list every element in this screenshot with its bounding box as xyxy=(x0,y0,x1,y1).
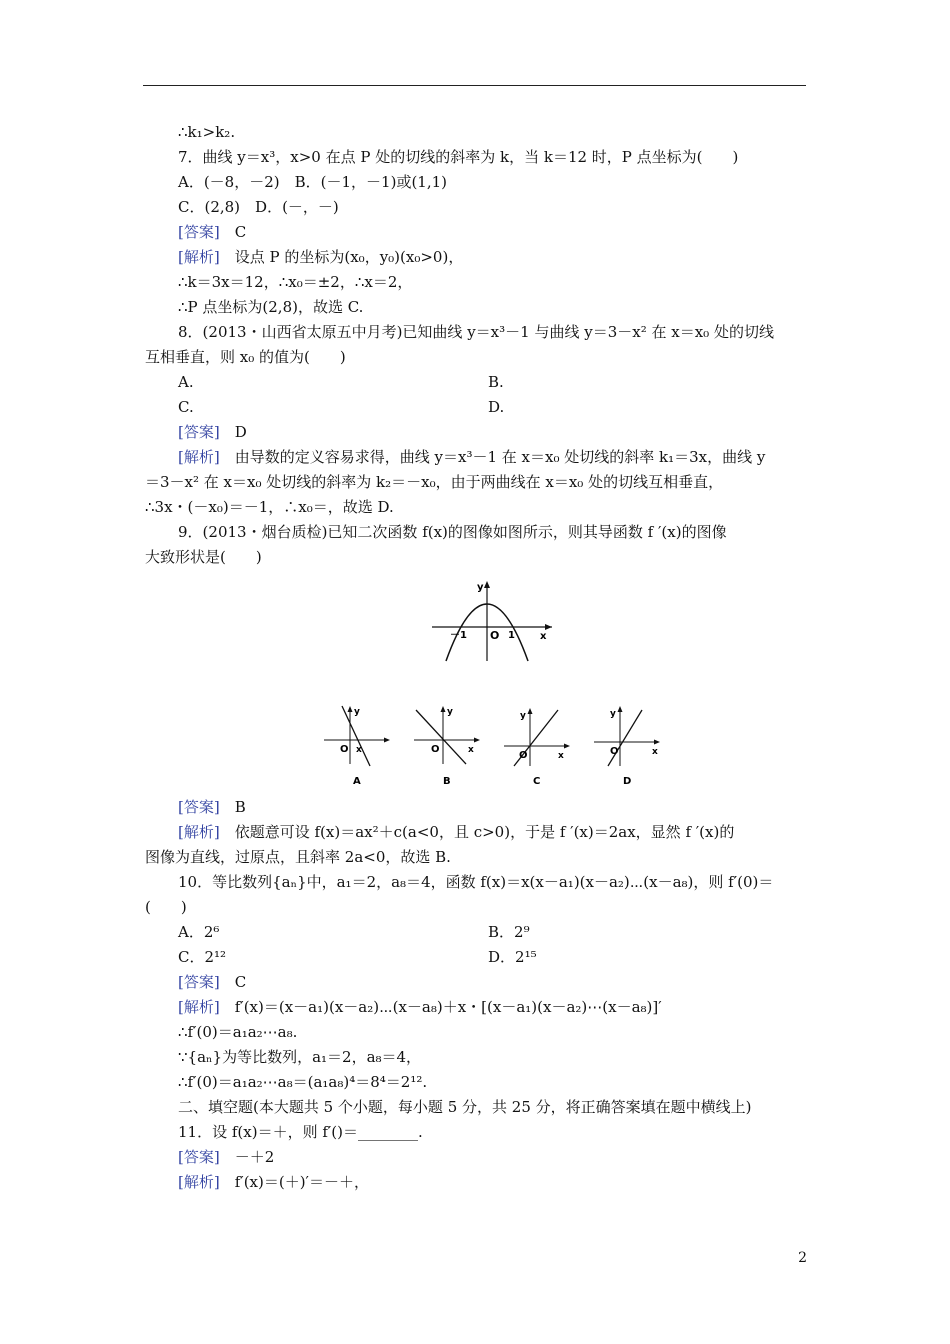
option-graph-c xyxy=(500,700,575,790)
tick-label-neg1: －1 xyxy=(450,630,467,641)
analysis-tag: [解析] xyxy=(178,998,220,1016)
option-graph-b xyxy=(410,700,485,790)
question-10-cont: ( ) xyxy=(145,898,187,916)
text-line: ∴k₁>k₂. xyxy=(178,123,236,141)
option-label-b: B xyxy=(443,776,451,787)
option-label-d: D xyxy=(623,776,632,787)
header-rule xyxy=(143,85,806,86)
q8-option-d: D. xyxy=(488,398,505,416)
q7-analysis: [解析] 设点 P 的坐标为(x₀，y₀)(x₀>0)， xyxy=(178,248,464,266)
q10-option-c: C．2¹² xyxy=(178,948,227,966)
q11-analysis: [解析] f′(x)＝(＋)′＝－＋， xyxy=(178,1173,369,1191)
q10-option-a: A．2⁶ xyxy=(178,923,220,941)
q8-answer: [答案] D xyxy=(178,423,247,441)
q10-analysis: [解析] f′(x)＝(x－a₁)(x－a₂)⋯(x－a₈)＋x・[(x－a₁)(x－a₂)⋯(x－a₈)]′ xyxy=(178,998,662,1016)
text-line: ∴f′(0)＝a₁a₂⋯a₈＝(a₁a₈)⁴＝8⁴＝2¹². xyxy=(178,1073,428,1091)
question-8: 8．(2013・山西省太原五中月考)已知曲线 y＝x³－1 与曲线 y＝3－x² 在 x＝x₀ 处的切线 xyxy=(178,323,774,341)
q10-option-b: B．2⁹ xyxy=(488,923,530,941)
q9-analysis: [解析] 依题意可设 f(x)＝ax²＋c(a<0，且 c>0)，于是 f ′(x)＝2ax，显然 f ′(x)的 xyxy=(178,823,735,841)
origin-label: O xyxy=(431,744,440,755)
text-line: ∴3x・(－x₀)＝－1，∴x₀＝，故选 D. xyxy=(145,498,394,516)
q8-option-b: B. xyxy=(488,373,504,391)
axis-label-x: x xyxy=(558,751,564,761)
page-number: 2 xyxy=(798,1250,807,1266)
text-line: ∴k＝3x＝12，∴x₀＝±2，∴x＝2， xyxy=(178,273,413,291)
analysis-tag: [解析] xyxy=(178,448,220,466)
question-9-cont: 大致形状是( ) xyxy=(145,548,262,566)
axis-label-y: y xyxy=(520,711,526,721)
question-7: 7．曲线 y＝x³，x>0 在点 P 处的切线的斜率为 k，当 k＝12 时，P 点坐标为( ) xyxy=(178,148,739,166)
q9-answer: [答案] B xyxy=(178,798,246,816)
q7-answer: [答案] C xyxy=(178,223,247,241)
axis-label-y: y xyxy=(447,707,453,717)
q10-answer: [答案] C xyxy=(178,973,247,991)
axis-label-x: x xyxy=(652,747,658,757)
axis-label-x: x xyxy=(468,745,474,755)
answer-tag: [答案] xyxy=(178,423,220,441)
origin-label: O xyxy=(490,629,500,642)
axis-label-y: y xyxy=(477,582,484,593)
axis-label-x: x xyxy=(540,631,547,642)
origin-label: O xyxy=(340,744,349,755)
answer-tag: [答案] xyxy=(178,798,220,816)
answer-tag: [答案] xyxy=(178,973,220,991)
answer-tag: [答案] xyxy=(178,223,220,241)
section-heading: 二、填空题(本大题共 5 个小题，每小题 5 分，共 25 分，将正确答案填在题中横线上) xyxy=(178,1098,752,1116)
q8-option-c: C. xyxy=(178,398,194,416)
q11-answer: [答案] －＋2 xyxy=(178,1148,275,1166)
tick-label-1: 1 xyxy=(508,630,515,641)
axis-label-y: y xyxy=(610,709,616,719)
text-line: 图像为直线，过原点，且斜率 2a<0，故选 B. xyxy=(145,848,451,866)
origin-label: O xyxy=(519,750,528,761)
text-line: ∴f′(0)＝a₁a₂⋯a₈. xyxy=(178,1023,298,1041)
q8-option-a: A. xyxy=(178,373,194,391)
q7-options-ab: A．(－8，－2) B．(－1，－1)或(1,1) xyxy=(178,173,447,191)
axis-label-y: y xyxy=(354,707,360,717)
option-graph-a xyxy=(320,700,395,790)
q10-option-d: D．2¹⁵ xyxy=(488,948,537,966)
question-8-cont: 互相垂直，则 x₀ 的值为( ) xyxy=(145,348,346,366)
q7-options-cd: C．(2,8) D．(－，－) xyxy=(178,198,339,216)
question-9: 9．(2013・烟台质检)已知二次函数 f(x)的图像如图所示，则其导函数 f ′(x)的图像 xyxy=(178,523,727,541)
parabola-figure xyxy=(430,575,560,665)
axis-label-x: x xyxy=(356,745,362,755)
option-label-c: C xyxy=(533,776,541,787)
option-label-a: A xyxy=(353,776,361,787)
answer-tag: [答案] xyxy=(178,1148,220,1166)
text-line: ∴P 点坐标为(2,8)，故选 C. xyxy=(178,298,364,316)
origin-label: O xyxy=(610,746,619,757)
analysis-tag: [解析] xyxy=(178,823,220,841)
analysis-tag: [解析] xyxy=(178,1173,220,1191)
text-line: ∵{aₙ}为等比数列，a₁＝2，a₈＝4， xyxy=(178,1048,422,1066)
question-10: 10．等比数列{aₙ}中，a₁＝2，a₈＝4，函数 f(x)＝x(x－a₁)(x－a₂)⋯(x－a₈)，则 f′(0)＝ xyxy=(178,873,774,891)
option-graph-d xyxy=(590,700,665,790)
q8-analysis: [解析] 由导数的定义容易求得，曲线 y＝x³－1 在 x＝x₀ 处切线的斜率 k₁＝3x，曲线 y xyxy=(178,448,766,466)
question-11: 11．设 f(x)＝＋，则 f′()＝________. xyxy=(178,1123,423,1141)
analysis-tag: [解析] xyxy=(178,248,220,266)
text-line: ＝3－x² 在 x＝x₀ 处切线的斜率为 k₂＝－x₀，由于两曲线在 x＝x₀ 处的切线互相垂直， xyxy=(145,473,724,491)
